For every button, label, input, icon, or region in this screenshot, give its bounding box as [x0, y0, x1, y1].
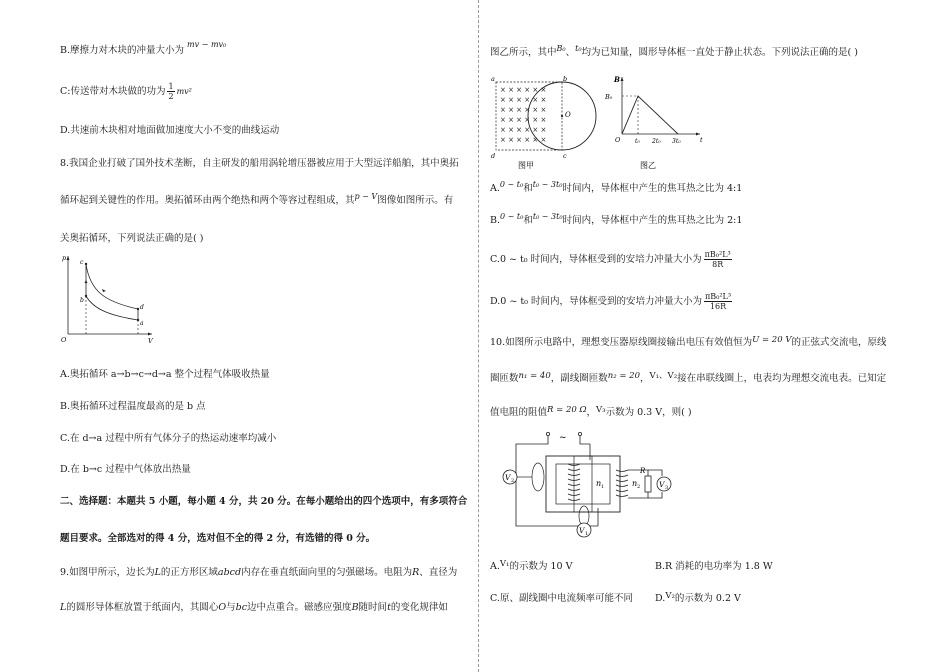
- q9-fig-b-axis-t: t: [700, 136, 703, 144]
- q9-stem-line-1: 9.如图甲所示，边长为L的正方形区域abcd内存在垂直纸面向里的匀强磁场。电阻为R、直径为: [60, 567, 458, 578]
- svg-text:1: 1: [585, 531, 589, 537]
- q9-fig-a-corner-b: b: [563, 75, 568, 83]
- q7-option-c: C:传送带对木块做的功为 $\frac{1}{2}$ mv²: [60, 82, 192, 101]
- q8-fig-point-a: a: [140, 320, 144, 327]
- svg-text:3: 3: [665, 485, 669, 491]
- q8-pv-diagram: [60, 252, 160, 344]
- q10-option-a: A.V₁的示数为 10 V: [490, 559, 573, 572]
- q10-option-b: B.R 消耗的电功率为 1.8 W: [655, 561, 773, 572]
- q7-option-d: D.共速前木块相对地面做加速度大小不变的曲线运动: [60, 125, 280, 136]
- q10-fig-n1-label: n: [596, 479, 602, 488]
- svg-text:× × × × × ×: × × × × × ×: [500, 126, 547, 134]
- q9-c-fraction: $\frac{\text{πB₀²L³}}{8R}$: [704, 250, 731, 269]
- q9-figure-a: [490, 72, 602, 172]
- q10-fig-n2-label: n: [632, 479, 638, 488]
- svg-text:1: 1: [601, 484, 605, 490]
- section-2-heading-line-2: 题目要求。全部选对的得 4 分，选对但不全的得 2 分，有选错的得 0 分。: [60, 533, 376, 544]
- svg-text:× × × × × ×: × × × × × ×: [500, 96, 547, 104]
- q10-option-d: D.V₂的示数为 0.2 V: [655, 591, 741, 604]
- q9-option-b: B.$^{0 \sim t_0}$和$^{t_0 \sim 3t_0}$时间内，导体框中产生的焦耳热之比为 2:1: [490, 212, 743, 226]
- q9-fig-a-corner-d: d: [491, 152, 496, 160]
- q9-fig-b-origin: O: [615, 136, 621, 144]
- q8-fig-origin: O: [61, 336, 67, 344]
- section-2-heading-line-1: 二、选择题：本题共 5 小题，每小题 4 分，共 20 分。在每小题给出的四个选项中，有多项符合: [60, 496, 468, 507]
- svg-text:× × × × × ×: × × × × × ×: [500, 136, 547, 144]
- q9-fig-a-corner-a: a: [491, 75, 495, 83]
- q10-fig-v2-meter: V: [505, 473, 511, 482]
- svg-text:2: 2: [511, 478, 515, 484]
- q8-fig-p-label: p: [62, 254, 67, 262]
- q10-fig-v1-meter: V: [579, 526, 585, 535]
- q9-fig-a-corner-c: c: [563, 152, 567, 160]
- right-column: [490, 0, 895, 672]
- svg-text:× × × × × ×: × × × × × ×: [500, 86, 547, 94]
- q7-c-fraction: $\frac{1}{2}$: [168, 82, 174, 101]
- q7-option-b: B.摩擦力对木块的冲量大小为 $^{mv - mv_0}$: [60, 40, 227, 56]
- left-column: [60, 0, 470, 672]
- q8-fig-point-b: b: [80, 297, 84, 304]
- q8-fig-v-label: V: [148, 337, 153, 344]
- q8-option-a: A.奥拓循环 a→b→c→d→a 整个过程气体吸收热量: [60, 369, 270, 380]
- q8-stem-line-3: 关奥拓循环，下列说法正确的是( ): [60, 233, 204, 244]
- svg-text:2: 2: [637, 484, 641, 490]
- q8-pv-label: p − V: [354, 192, 378, 201]
- q9-option-d: D.0 ~ t₀ 时间内，导体框受到的安培力冲量大小为 $\frac{\text{πB₀²L³}}{16R}$: [490, 292, 732, 311]
- q9-fig-b-tick-3t0: 3t₀: [672, 138, 681, 145]
- q9-stem-line-3: 图乙所示，其中$^{B_0}$、$^{t_0}$均为已知量，圆形导体框一直处于静止状态。下列说法正确的是( ): [490, 44, 858, 58]
- q10-stem-line-3: 值电阻的阻值R = 20 Ω，V₃示数为 0.3 V，则( ): [490, 405, 692, 418]
- q8-fig-point-c: c: [80, 259, 84, 266]
- q8-stem-line-1: 8.我国企业打破了国外技术垄断，自主研发的船用涡轮增压器被应用于大型远洋船舶，其中奥拓: [60, 158, 459, 169]
- q9-fig-b-b0: B₀: [605, 93, 613, 101]
- q9-fig-a-caption: 图甲: [518, 161, 534, 170]
- svg-text:× × × × × ×: × × × × × ×: [500, 116, 547, 124]
- q10-stem-line-1: 10.如图所示电路中，理想变压器原线圈接输出电压有效值恒为U = 20 V的正弦式交流电，原线: [490, 335, 887, 348]
- q9-fig-b-caption: 图乙: [640, 161, 656, 170]
- q9-fig-a-center: O: [565, 111, 571, 119]
- q8-option-d: D.在 b→c 过程中气体放出热量: [60, 464, 191, 475]
- q10-option-c: C.原、副线圈中电流频率可能不同: [490, 593, 633, 604]
- q10-fig-ac-symbol: ~: [559, 433, 567, 443]
- q8-option-b: B.奥拓循环过程温度最高的是 b 点: [60, 401, 206, 412]
- q9-d-fraction: $\frac{\text{πB₀²L³}}{16R}$: [705, 292, 732, 311]
- q9-fig-b-tick-2t0: 2t₀: [652, 138, 661, 145]
- q10-stem-line-2: 圈匝数n₁ = 40，副线圈匝数n₂ = 20，V₁、V₂接在串联线圈上，电表均为理想交流电表。已知定: [490, 371, 887, 384]
- q9-option-c: C.0 ~ t₀ 时间内，导体框受到的安培力冲量大小为 $\frac{\text{πB₀²L³}}{8R}$: [490, 250, 731, 269]
- q8-option-c: C.在 d→a 过程中所有气体分子的热运动速率均减小: [60, 433, 277, 444]
- q10-fig-r-label: R: [640, 467, 646, 475]
- q9-option-a: A.$^{0 \sim t_0}$和$^{t_0 \sim 3t_0}$时间内，导体框中产生的焦耳热之比为 4:1: [490, 180, 743, 194]
- column-divider: [478, 0, 479, 672]
- svg-text:× × × × × ×: × × × × × ×: [500, 106, 547, 114]
- q8-fig-point-d: d: [140, 304, 144, 311]
- q9-fig-b-axis-b: B: [614, 75, 620, 84]
- q9-fig-b-tick-t0: t₀: [635, 138, 640, 145]
- q10-fig-v3-meter: V: [659, 480, 665, 489]
- q9-stem-line-2: L的圆形导体框放置于纸面内，其圆心O与bc边中点重合。磁感应强度B随时间t的变化规律如: [60, 602, 448, 613]
- q7-b-expression: mv − mv₀: [187, 40, 227, 49]
- q9-figure-b: [600, 72, 705, 172]
- q10-circuit-diagram: [490, 426, 680, 538]
- q8-stem-line-2: 循环起到关键性的作用。奥拓循环由两个绝热和两个等容过程组成，其$^{p - V}$图像如图所示。有: [60, 192, 454, 206]
